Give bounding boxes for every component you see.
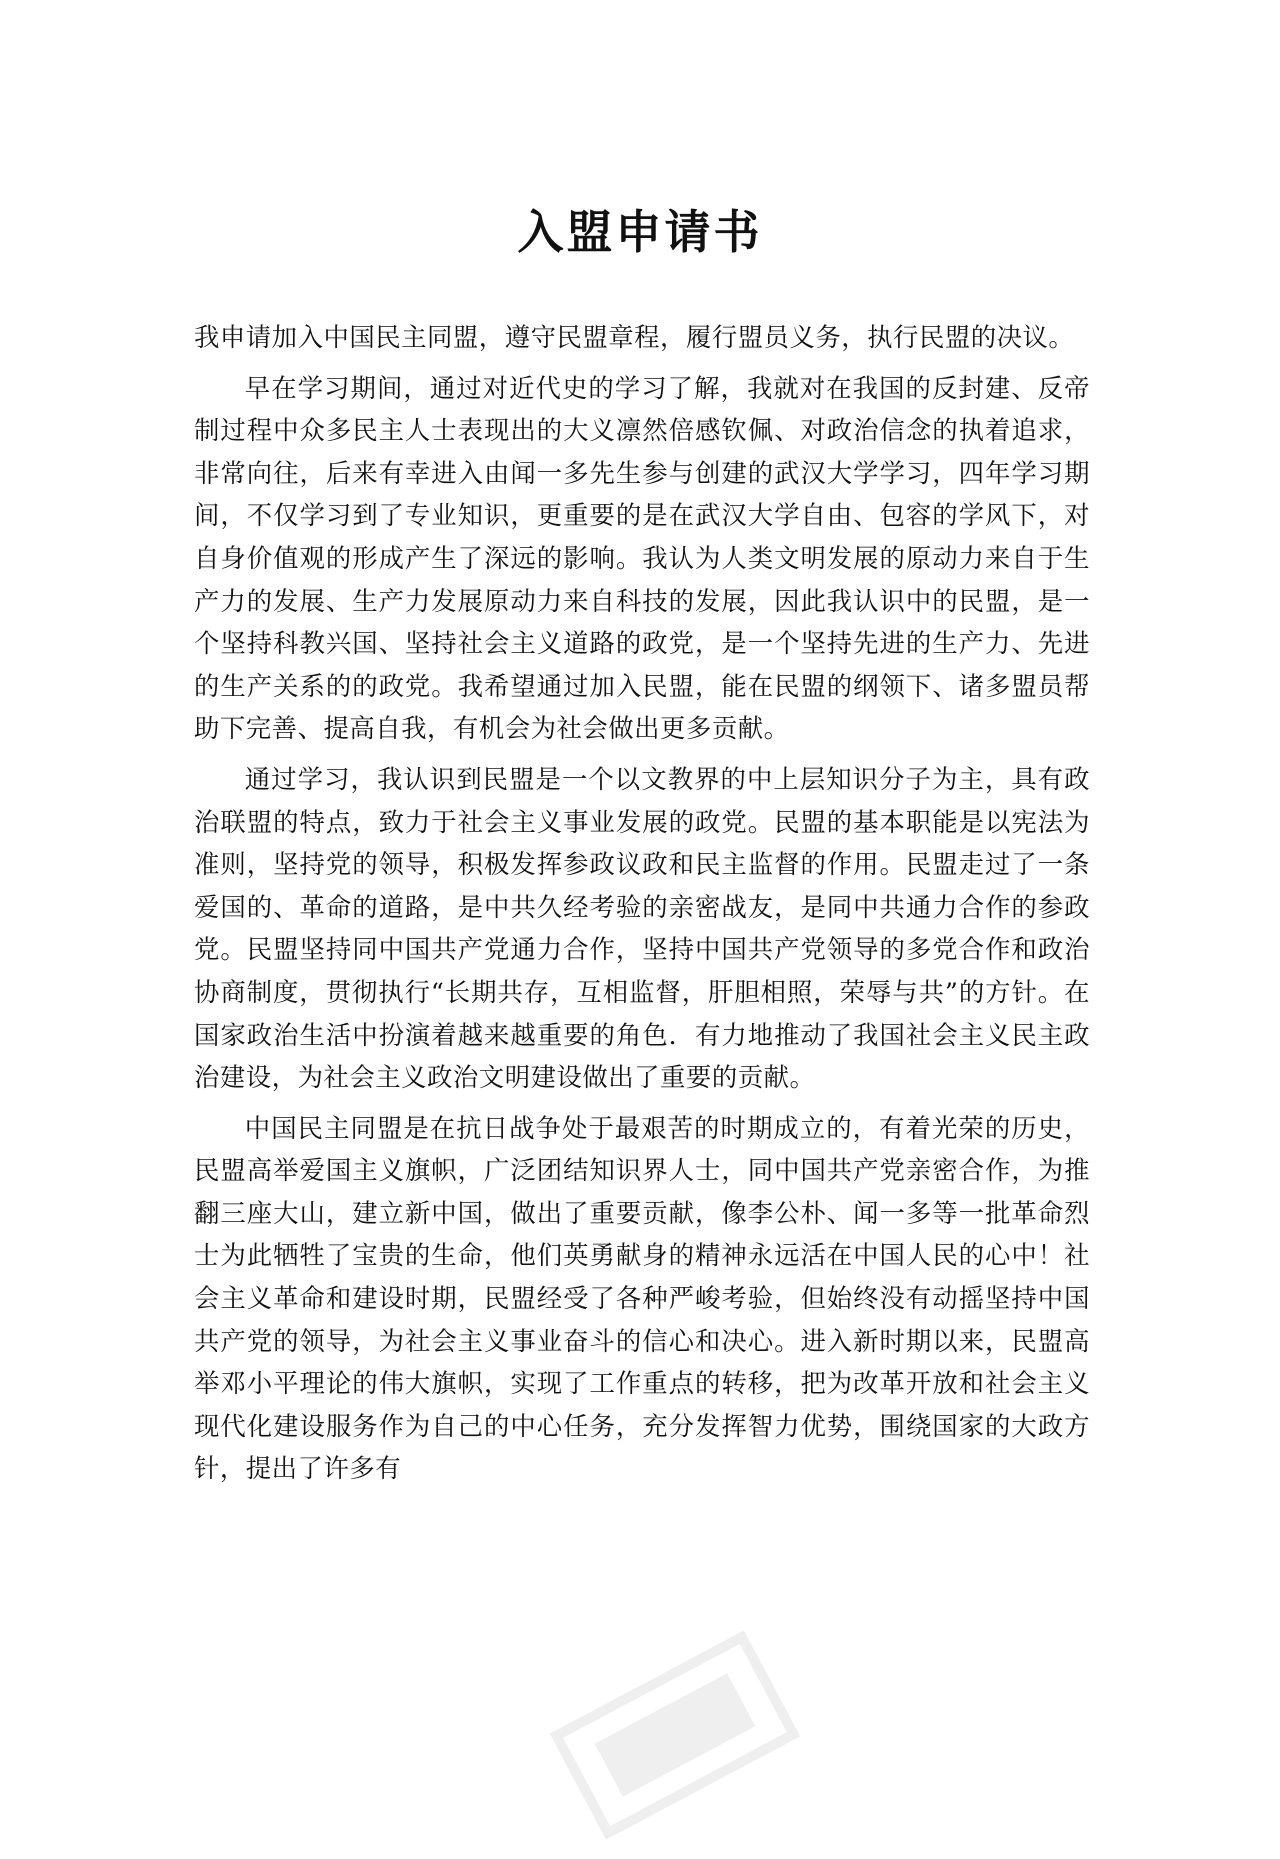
paragraph-2: 早在学习期间，通过对近代史的学习了解，我就对在我国的反封建、反帝制过程中众多民主人士表现出的大义凛然倍感钦佩、对政治信念的执着追求，非常向往，后来有幸进入由闻一多先生参与创建的武汉大学学习，四年学习期间，不仅学习到了专业知识，更重要的是在武汉大学自由、包容的学风下，对自身价值观的形成产生了深远的影响。我认为人类文明发展的原动力来自于生产力的发展、生产力发展原动力来自科技的发展，因此我认识中的民盟，是一个坚持科教兴国、坚持社会主义道路的政党，是一个坚持先进的生产力、先进的生产关系的的政党。我希望通过加入民盟，能在民盟的纲领下、诸多盟员帮助下完善、提高自我，有机会为社会做出更多贡献。 — [194, 372, 1090, 744]
paragraph-4: 中国民主同盟是在抗日战争处于最艰苦的时期成立的，有着光荣的历史，民盟高举爱国主义旗帜，广泛团结知识界人士，同中国共产党亲密合作，为推翻三座大山，建立新中国，做出了重要贡献，像李公朴、闻一多等一批革命烈士为此牺牲了宝贵的生命，他们英勇献身的精神永远活在中国人民的心中！社会主义革命和建设时期，民盟经受了各种严峻考验，但始终没有动摇坚持中国共产党的领导，为社会主义事业奋斗的信心和决心。进入新时期以来，民盟高举邓小平理论的伟大旗帜，实现了工作重点的转移，把为改革开放和社会主义现代化建设服务作为自己的中心任务，充分发挥智力优势，围绕国家的大政方针，提出了许多有 — [194, 1112, 1090, 1484]
document-body — [194, 316, 1090, 1490]
paragraph-3: 通过学习，我认识到民盟是一个以文教界的中上层知识分子为主，具有政治联盟的特点，致力于社会主义事业发展的政党。民盟的基本职能是以宪法为准则，坚持党的领导，积极发挥参政议政和民主监督的作用。民盟走过了一条爱国的、革命的道路，是中共久经考验的亲密战友，是同中共通力合作的参政党。民盟坚持同中国共产党通力合作，坚持中国共产党领导的多党合作和政治协商制度，贯彻执行“长期共存，互相监督，肝胆相照，荣辱与共”的方针。在国家政治生活中扮演着越来越重要的角色．有力地推动了我国社会主义民主政治建设，为社会主义政治文明建设做出了重要的贡献。 — [194, 763, 1090, 1093]
paragraph-1: 我申请加入中国民主同盟，遵守民盟章程，履行盟员义务，执行民盟的决议。 — [194, 322, 1075, 352]
watermark-stamp-icon — [538, 1615, 811, 1855]
document-title: 入盟申请书 — [517, 205, 763, 259]
